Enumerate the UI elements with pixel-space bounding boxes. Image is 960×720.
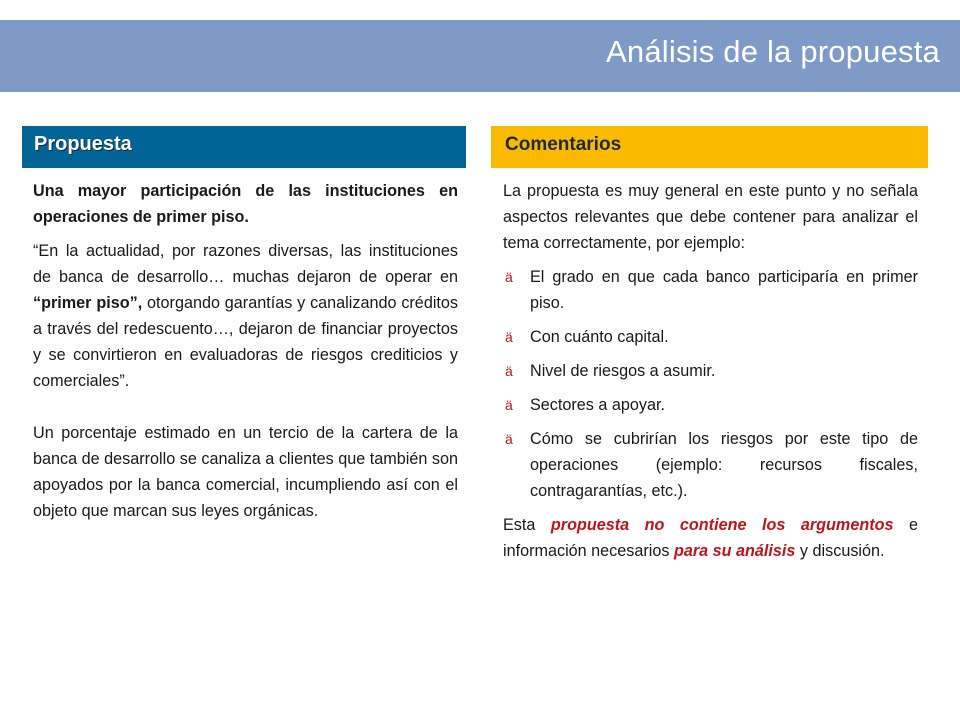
- quote-part-1: “En la actualidad, por razones diversas, las instituciones de banca de desarrollo… muchas dejaron de operar en: [33, 242, 458, 286]
- comentarios-column: [503, 178, 918, 564]
- comments-intro: La propuesta es muy general en este punto y no señala aspectos relevantes que debe contener para analizar el tema correctamente, por ejemplo:: [503, 182, 918, 252]
- list-item-text: El grado en que cada banco participaría en primer piso.: [530, 268, 918, 312]
- slide-title: Análisis de la propuesta: [606, 34, 940, 69]
- list-item-text: Cómo se cubrirían los riesgos por este tipo de operaciones (ejemplo: recursos fiscales, contragarantías, etc.).: [530, 430, 918, 500]
- quote-emphasis: “primer piso”,: [33, 294, 143, 312]
- closing-text-3: y discusión.: [795, 542, 885, 560]
- list-item: [503, 392, 918, 418]
- quote-part-2: otorgando garantías y canalizando créditos a través del redescuento…, dejaron de financiar proyectos y se convirtieron en evaluadoras de riesgos crediticios y comerciales”.: [33, 294, 459, 390]
- arrow-bullet-icon: ä: [505, 269, 513, 285]
- propuesta-column: [33, 178, 458, 524]
- list-item-text: Con cuánto capital.: [530, 328, 669, 346]
- list-item-text: Nivel de riesgos a asumir.: [530, 362, 716, 380]
- list-item: [503, 358, 918, 384]
- comments-closing: [503, 512, 918, 564]
- propuesta-header: Propuesta: [22, 126, 466, 168]
- proposal-quote: [33, 238, 458, 394]
- arrow-bullet-icon: ä: [505, 329, 513, 345]
- list-item-text: Sectores a apoyar.: [530, 396, 665, 414]
- list-item: [503, 264, 918, 316]
- arrow-bullet-icon: ä: [505, 397, 513, 413]
- closing-text-1: Esta: [503, 516, 551, 534]
- comments-bullet-list: [503, 264, 918, 504]
- closing-emphasis-1: propuesta no contiene los argumentos: [550, 516, 894, 534]
- arrow-bullet-icon: ä: [505, 431, 513, 447]
- closing-emphasis-2: para su análisis: [673, 542, 796, 560]
- closing-text-2: e información necesarios: [503, 516, 918, 560]
- list-item: [503, 426, 918, 504]
- proposal-paragraph: Un porcentaje estimado en un tercio de la cartera de la banca de desarrollo se canaliza a clientes que también son apoyados por la banca comercial, incumpliendo así con el objeto que marcan sus leyes orgánicas.: [33, 424, 458, 520]
- comentarios-header: Comentarios: [491, 126, 928, 168]
- proposal-lead: Una mayor participación de las instituciones en operaciones de primer piso.: [33, 182, 458, 226]
- title-bar: [0, 20, 960, 92]
- list-item: [503, 324, 918, 350]
- arrow-bullet-icon: ä: [505, 363, 513, 379]
